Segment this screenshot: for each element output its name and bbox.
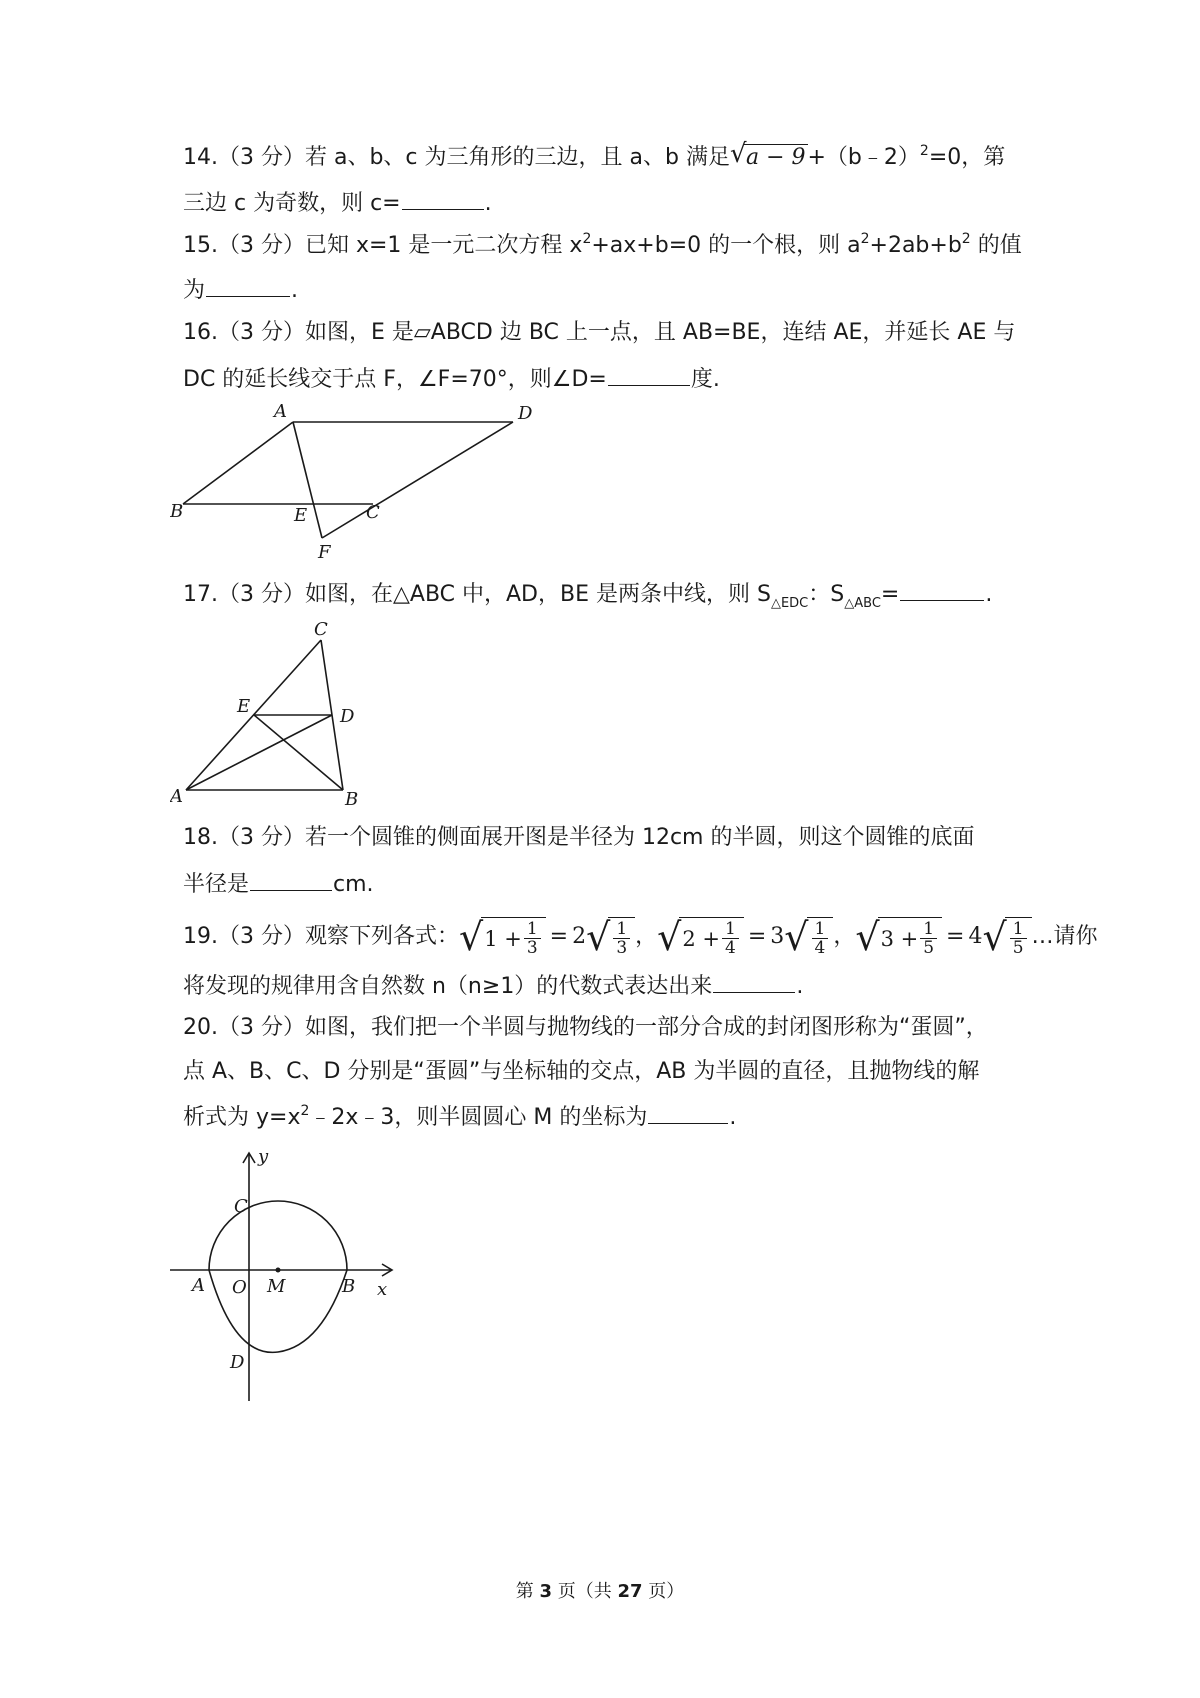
label-E: E xyxy=(237,696,251,717)
q14-line2: 三边 c 为奇数，则 c= . xyxy=(183,187,492,219)
label-A: A xyxy=(192,1275,205,1296)
segment-BE xyxy=(254,715,343,790)
label-D: D xyxy=(518,403,533,424)
label-B: B xyxy=(342,1276,356,1297)
answer-blank xyxy=(648,1101,728,1124)
label-D: D xyxy=(230,1352,245,1373)
segment-DF xyxy=(322,422,513,538)
label-D: D xyxy=(340,706,355,727)
q18-line1: 18.（3 分）若一个圆锥的侧面展开图是半径为 12cm 的半圆，则这个圆锥的底面 xyxy=(183,825,975,850)
answer-blank xyxy=(402,187,484,210)
label-C: C xyxy=(234,1196,248,1217)
q15-line2: 为 . xyxy=(183,274,298,306)
q20-line1: 20.（3 分）如图，我们把一个半圆与抛物线的一部分合成的封闭图形称为“蛋圆”， xyxy=(183,1015,988,1040)
segment-AD xyxy=(186,715,332,790)
q14-line1: 14.（3 分）若 a、b、c 为三角形的三边，且 a、b 满足 √ a − 9+（b﹣2）$^2$=0，第 xyxy=(183,143,1005,175)
label-M: M xyxy=(267,1276,286,1297)
label-A: A xyxy=(274,401,287,422)
q19-line1: 19.（3 分）观察下列各式： √ 1 + $\frac{1}{3}$ = 2 √ $\frac{1}{3}$ ， √ 2 + $\frac{1}{4}$ = 3 √ $\frac{1}{4}$ ， √ 3 + $\frac{1}{5}$ = 4 √ $\frac{1}{5}$ …请你 xyxy=(183,915,1098,959)
answer-blank xyxy=(608,363,690,386)
label-O: O xyxy=(232,1277,247,1298)
answer-blank xyxy=(250,868,332,891)
sqrt-equation-1: √ 1 + $\frac{1}{3}$ xyxy=(459,917,546,957)
label-C: C xyxy=(366,502,380,523)
q18-line2: 半径是 cm. xyxy=(183,868,374,900)
answer-blank xyxy=(900,578,984,601)
triangle-figure xyxy=(170,618,400,818)
label-E: E xyxy=(294,505,308,526)
q15-line1: 15.（3 分）已知 x=1 是一元二次方程 $x^2+ax+b=0$ 的一个根，则 $a^2+2ab+b^2$ 的值 xyxy=(183,231,1022,258)
semicircle-arc xyxy=(209,1201,347,1270)
label-x: x xyxy=(377,1279,388,1300)
answer-blank xyxy=(713,970,795,993)
label-B: B xyxy=(345,789,359,810)
sqrt-expression: √ a − 9 xyxy=(729,139,806,170)
sqrt-equation-3: √ 3 + $\frac{1}{5}$ xyxy=(855,917,942,957)
sqrt-equation-2: √ 2 + $\frac{1}{4}$ xyxy=(657,917,744,957)
label-B: B xyxy=(170,501,184,522)
label-y: y xyxy=(258,1148,269,1167)
page-footer: 第 3 页（共 27 页） xyxy=(515,1581,685,1602)
label-C: C xyxy=(314,619,328,640)
q16-line2: DC 的延长线交于点 F，∠F=70°，则∠D= 度. xyxy=(183,363,720,395)
label-F: F xyxy=(318,542,331,563)
answer-blank xyxy=(206,274,290,297)
label-A: A xyxy=(170,786,183,807)
egg-circle-figure xyxy=(170,1148,440,1418)
q16-line1: 16.（3 分）如图，E 是▱ABCD 边 BC 上一点，且 AB=BE，连结 AE，并延长 AE 与 xyxy=(183,320,1016,345)
q19-line2: 将发现的规律用含自然数 n（n≥1）的代数式表达出来 . xyxy=(183,970,803,1002)
q17-line1: 17.（3 分）如图，在△ABC 中，AD，BE 是两条中线，则 $S_{\triangle EDC}$：$S_{\triangle ABC}=$ . xyxy=(183,578,992,613)
q20-line2: 点 A、B、C、D 分别是“蛋圆”与坐标轴的交点，AB 为半圆的直径，且抛物线的解 xyxy=(183,1059,980,1084)
q20-line3: 析式为 $y=x^2﹣2x﹣3$，则半圆圆心 M 的坐标为 . xyxy=(183,1103,737,1130)
segment-AB xyxy=(183,422,293,504)
center-point-M xyxy=(276,1268,281,1273)
